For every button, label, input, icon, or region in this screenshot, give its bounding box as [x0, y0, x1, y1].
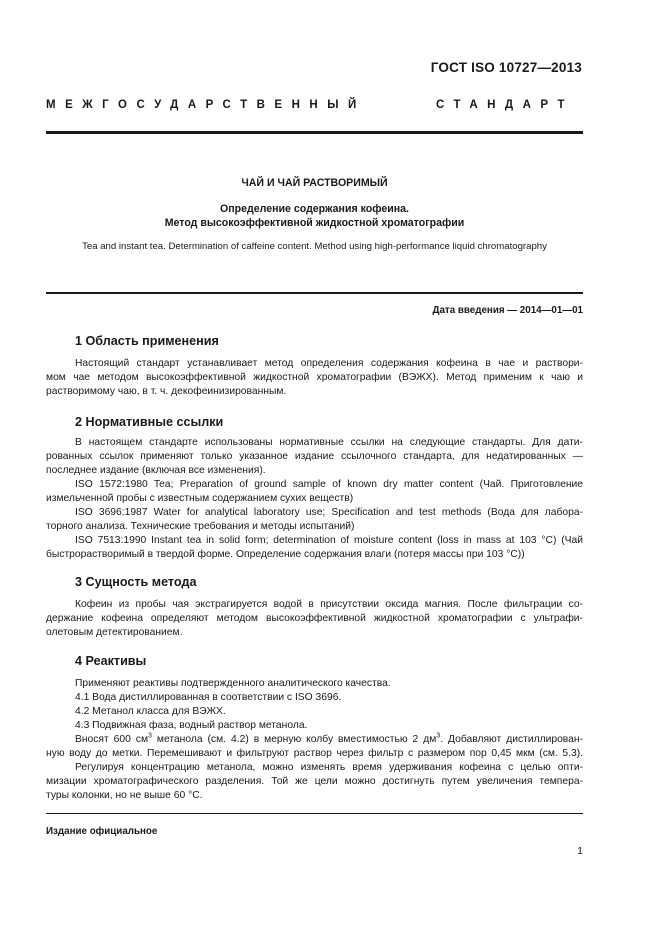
text-fragment: Вносят 600 см [75, 734, 149, 745]
english-title: Tea and instant tea. Determination of caffeine content. Method using high-performance liquid chromatography [82, 241, 547, 252]
superscript: 3 [148, 732, 152, 740]
text-line: последнее издание (включая все изменения). [46, 465, 266, 476]
text-line: мизации хроматографического разделения. Той же цели можно достигнуть путем увеличения темпера- [46, 776, 583, 787]
document-title: ЧАЙ И ЧАЙ РАСТВОРИМЫЙ [241, 177, 388, 189]
document-subtitle-1: Определение содержания кофеина. [220, 203, 409, 215]
section-3-heading: 3 Сущность метода [75, 575, 197, 589]
text-line: Применяют реактивы подтвержденного аналитического качества. [75, 678, 391, 689]
text-line: ную воду до метки. Перемешивают и фильтруют раствор через фильтр с размером пор 0,45 мкм (см. 5.3). [46, 748, 583, 759]
banner-standard: СТАНДАРТ [436, 99, 574, 111]
text-line: быстрорастворимый в твердой форме. Определение содержания влаги (потеря массы при 103 °C)) [46, 549, 525, 560]
section-1-text [46, 357, 583, 399]
section-4-text [46, 677, 583, 803]
section-2-text [46, 436, 583, 562]
reagent-4-3: 4.3 Подвижная фаза, водный раствор метанола. [75, 720, 308, 731]
official-edition-label: Издание официальное [46, 826, 158, 837]
document-subtitle-2: Метод высокоэффективной жидкостной хроматографии [164, 217, 465, 229]
text-line: В настоящем стандарте использованы нормативные ссылки на следующие стандарты. Для дати- [75, 437, 583, 448]
text-line: растворимому чаю, в т. ч. декофеинизированным. [46, 386, 287, 397]
reagent-4-1: 4.1 Вода дистиллированная в соответствии с ISO 3696. [75, 692, 342, 703]
banner-interstate: МЕЖГОСУДАРСТВЕННЫЙ [46, 99, 366, 111]
text-line: Кофеин из пробы чая экстрагируется водой в присутствии оксида магния. После фильтрации со- [75, 599, 583, 610]
reference-iso-1572: ISO 1572:1980 Tea; Preparation of ground sample of known dry matter content (Чай. Приготовление [75, 479, 583, 490]
text-line: торного анализа. Технические требования и методы испытаний) [46, 521, 355, 532]
footer-rule [46, 813, 583, 814]
text-line: измельченной пробы с известным содержанием сухих веществ) [46, 493, 354, 504]
page-number: 1 [577, 845, 583, 857]
text-line: туры колонки, но не выше 60 °C. [46, 790, 203, 801]
text-line: рованных ссылок применяют только указанное издание ссылочного стандарта, для недатированных — [46, 451, 583, 462]
section-1-heading: 1 Область применения [75, 334, 219, 348]
text-line: мом чае методом высокоэффективной жидкостной хроматографии (ВЭЖХ). Метод применим к чаю и [46, 372, 583, 383]
text-line: Настоящий стандарт устанавливает метод определения содержания кофеина в чае и раствори- [75, 358, 583, 369]
section-4-heading: 4 Реактивы [75, 654, 147, 668]
text-line: держание кофеина определяют методом высокоэффективной жидкостной хроматографии с ультрафи- [46, 613, 583, 624]
document-number: ГОСТ ISO 10727—2013 [430, 60, 582, 75]
text-fragment: . Добавляют дистиллирован- [440, 734, 583, 745]
section-2-heading: 2 Нормативные ссылки [75, 415, 224, 429]
methanol-line [46, 733, 583, 747]
title-rule [46, 292, 583, 294]
text-fragment: метанола (см. 4.2) в мерную колбу вместимостью 2 дм [151, 734, 437, 745]
reagent-4-2: 4.2 Метанол класса для ВЭЖХ. [75, 706, 226, 717]
header-rule [46, 131, 583, 134]
text-line: Регулируя концентрацию метанола, можно изменять время удерживания кофеина с целью опти- [75, 762, 583, 773]
reference-iso-7513: ISO 7513:1990 Instant tea in solid form; determination of moisture content (loss in mass at 103 °C) (Чай [75, 535, 583, 546]
section-3-text [46, 598, 583, 640]
reference-iso-3696: ISO 3696:1987 Water for analytical laboratory use; Specification and test methods (Вода для лабора- [75, 507, 583, 518]
text-line: олетовым детектированием. [46, 627, 183, 638]
superscript: 3 [436, 732, 441, 740]
introduction-date: Дата введения — 2014—01—01 [432, 305, 583, 316]
